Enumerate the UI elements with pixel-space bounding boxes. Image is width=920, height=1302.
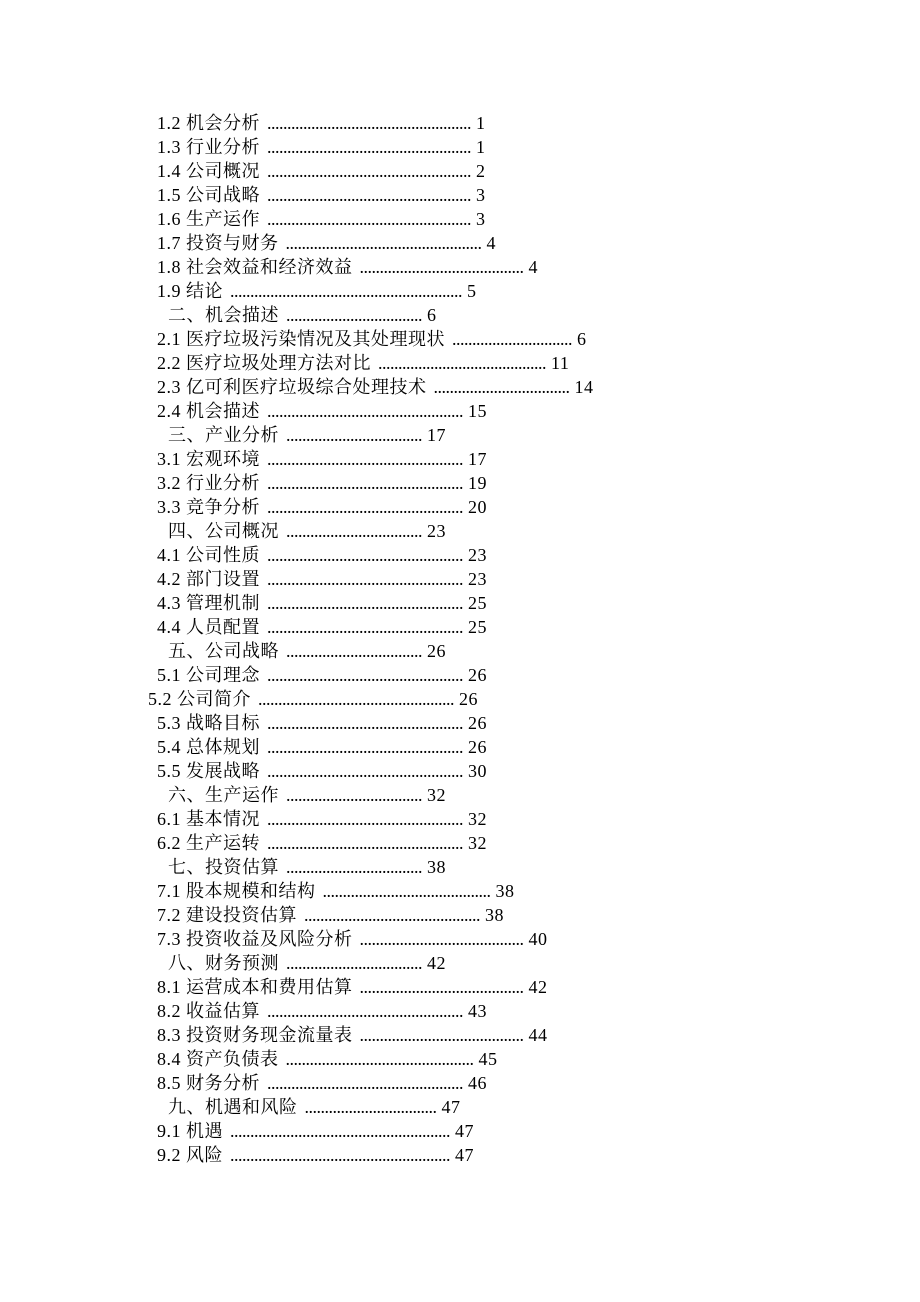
- toc-page-number: 1: [476, 113, 486, 133]
- toc-entry[interactable]: [157, 783, 880, 807]
- toc-page-number: 42: [427, 953, 446, 973]
- toc-entry[interactable]: [157, 375, 880, 399]
- toc-page-number: 23: [468, 545, 487, 565]
- toc-entry[interactable]: [157, 351, 880, 375]
- toc-entry[interactable]: [157, 855, 880, 879]
- toc-entry[interactable]: [157, 831, 880, 855]
- toc-leader-dots: .................................................: [267, 761, 463, 781]
- toc-entry-title: 7.2 建设投资估算: [157, 905, 297, 925]
- toc-page-number: 4: [528, 257, 538, 277]
- toc-entry[interactable]: [157, 639, 880, 663]
- toc-page-number: 15: [468, 401, 487, 421]
- toc-entry-title: 4.1 公司性质: [157, 545, 260, 565]
- toc-entry-title: 1.2 机会分析: [157, 113, 260, 133]
- toc-page-number: 25: [468, 593, 487, 613]
- toc-leader-dots: ..............................: [452, 329, 572, 349]
- toc-entry[interactable]: [157, 1071, 880, 1095]
- toc-page-number: 38: [485, 905, 504, 925]
- toc-entry-title: 八、财务预测: [168, 953, 279, 973]
- toc-entry[interactable]: [157, 663, 880, 687]
- toc-entry[interactable]: [157, 111, 880, 135]
- toc-page-number: 23: [468, 569, 487, 589]
- toc-entry-title: 4.2 部门设置: [157, 569, 260, 589]
- toc-entry[interactable]: [157, 1095, 880, 1119]
- toc-entry[interactable]: [157, 591, 880, 615]
- toc-entry-title: 7.3 投资收益及风险分析: [157, 929, 353, 949]
- toc-page-number: 5: [467, 281, 477, 301]
- toc-entry[interactable]: [157, 1119, 880, 1143]
- toc-entry-title: 8.5 财务分析: [157, 1073, 260, 1093]
- toc-leader-dots: .................................................: [267, 473, 463, 493]
- toc-leader-dots: .................................................: [267, 497, 463, 517]
- toc-leader-dots: ...................................................: [267, 137, 471, 157]
- toc-page-number: 26: [459, 689, 478, 709]
- toc-leader-dots: .................................: [304, 1097, 437, 1117]
- toc-entry-title: 三、产业分析: [168, 425, 279, 445]
- toc-page-number: 17: [468, 449, 487, 469]
- toc-leader-dots: .......................................................: [230, 1121, 450, 1141]
- toc-page-number: 26: [468, 665, 487, 685]
- toc-leader-dots: .................................................: [267, 833, 463, 853]
- toc-entry-title: 七、投资估算: [168, 857, 279, 877]
- toc-entry-title: 九、机遇和风险: [168, 1097, 298, 1117]
- toc-entry[interactable]: [157, 903, 880, 927]
- toc-entry[interactable]: [157, 951, 880, 975]
- toc-page-number: 47: [455, 1145, 474, 1165]
- toc-entry-title: 六、生产运作: [168, 785, 279, 805]
- toc-leader-dots: ...................................................: [267, 161, 471, 181]
- toc-entry-title: 8.1 运营成本和费用估算: [157, 977, 353, 997]
- toc-entry[interactable]: [157, 543, 880, 567]
- toc-entry-title: 7.1 股本规模和结构: [157, 881, 316, 901]
- toc-entry-title: 5.5 发展战略: [157, 761, 260, 781]
- toc-entry[interactable]: [157, 759, 880, 783]
- toc-entry[interactable]: [157, 327, 880, 351]
- toc-entry-title: 1.4 公司概况: [157, 161, 260, 181]
- toc-leader-dots: .......................................................: [230, 1145, 450, 1165]
- toc-entry-title: 1.5 公司战略: [157, 185, 260, 205]
- toc-page-number: 11: [551, 353, 570, 373]
- toc-leader-dots: ..........................................................: [230, 281, 462, 301]
- toc-entry[interactable]: [157, 183, 880, 207]
- toc-leader-dots: ..........................................: [322, 881, 491, 901]
- toc-entry[interactable]: [157, 231, 880, 255]
- toc-leader-dots: ..................................: [286, 785, 422, 805]
- toc-entry-title: 5.3 战略目标: [157, 713, 260, 733]
- toc-entry[interactable]: [157, 159, 880, 183]
- toc-leader-dots: ..................................: [433, 377, 570, 397]
- toc-entry-title: 4.3 管理机制: [157, 593, 260, 613]
- toc-page-number: 38: [427, 857, 446, 877]
- toc-entry-title: 1.6 生产运作: [157, 209, 260, 229]
- toc-page-number: 25: [468, 617, 487, 637]
- toc-page-number: 14: [574, 377, 594, 397]
- toc-page-number: 26: [468, 713, 487, 733]
- toc-leader-dots: ...............................................: [285, 1049, 474, 1069]
- toc-page-number: 38: [495, 881, 515, 901]
- toc-page-number: 1: [476, 137, 486, 157]
- toc-entry[interactable]: [157, 927, 880, 951]
- toc-page-number: 43: [468, 1001, 487, 1021]
- toc-entry[interactable]: [157, 471, 880, 495]
- toc-page-number: 44: [528, 1025, 548, 1045]
- toc-page-number: 6: [427, 305, 437, 325]
- toc-entry-title: 3.2 行业分析: [157, 473, 260, 493]
- toc-entry-title: 四、公司概况: [168, 521, 279, 541]
- toc-leader-dots: ............................................: [304, 905, 480, 925]
- toc-leader-dots: ..........................................: [378, 353, 546, 373]
- toc-page-number: 47: [441, 1097, 461, 1117]
- toc-entry-title: 1.7 投资与财务: [157, 233, 279, 253]
- toc-leader-dots: ..................................: [286, 953, 422, 973]
- toc-entry[interactable]: [157, 879, 880, 903]
- toc-entry-title: 二、机会描述: [168, 305, 279, 325]
- toc-page-number: 45: [478, 1049, 498, 1069]
- toc-leader-dots: .................................................: [267, 665, 463, 685]
- toc-entry[interactable]: [157, 1143, 880, 1167]
- toc-leader-dots: ...................................................: [267, 209, 471, 229]
- toc-leader-dots: .................................................: [267, 1073, 463, 1093]
- toc-entry[interactable]: [157, 399, 880, 423]
- toc-leader-dots: ..................................: [286, 305, 422, 325]
- toc-entry-title: 1.9 结论: [157, 281, 223, 301]
- toc-page-number: 32: [427, 785, 446, 805]
- toc-leader-dots: .................................................: [267, 569, 463, 589]
- toc-entry[interactable]: [157, 255, 880, 279]
- toc-leader-dots: ..................................: [286, 425, 422, 445]
- toc-leader-dots: .................................................: [267, 617, 463, 637]
- toc-leader-dots: .........................................: [359, 929, 524, 949]
- toc-entry-title: 9.1 机遇: [157, 1121, 223, 1141]
- toc-page-number: 3: [476, 185, 486, 205]
- toc-entry[interactable]: [157, 135, 880, 159]
- toc-page-number: 42: [528, 977, 548, 997]
- toc-entry-title: 6.1 基本情况: [157, 809, 260, 829]
- toc-leader-dots: .........................................: [359, 977, 524, 997]
- toc-entry-title: 8.2 收益估算: [157, 1001, 260, 1021]
- toc-entry[interactable]: [157, 303, 880, 327]
- toc-entry-title: 9.2 风险: [157, 1145, 223, 1165]
- toc-leader-dots: .................................................: [267, 809, 463, 829]
- toc-leader-dots: .................................................: [267, 737, 463, 757]
- toc-page-number: 32: [468, 809, 487, 829]
- toc-entry[interactable]: [157, 975, 880, 999]
- toc-entry-title: 6.2 生产运转: [157, 833, 260, 853]
- toc-page-number: 6: [577, 329, 587, 349]
- toc-entry-title: 2.1 医疗垃圾污染情况及其处理现状: [157, 329, 445, 349]
- toc-entry[interactable]: [157, 807, 880, 831]
- toc-entry[interactable]: [157, 279, 880, 303]
- toc-leader-dots: ..................................: [286, 857, 422, 877]
- toc-entry[interactable]: [157, 615, 880, 639]
- toc-entry[interactable]: [157, 1047, 880, 1071]
- toc-entry[interactable]: [157, 495, 880, 519]
- toc-page-number: 19: [468, 473, 487, 493]
- toc-leader-dots: .........................................: [359, 1025, 524, 1045]
- toc-page-number: 46: [468, 1073, 487, 1093]
- toc-leader-dots: ..................................: [286, 521, 422, 541]
- toc-leader-dots: ..................................: [286, 641, 422, 661]
- toc-entry-title: 8.4 资产负债表: [157, 1049, 279, 1069]
- toc-leader-dots: .................................................: [267, 593, 463, 613]
- toc-entry[interactable]: [157, 447, 880, 471]
- toc-entry-title: 3.1 宏观环境: [157, 449, 260, 469]
- toc-page-number: 26: [468, 737, 487, 757]
- toc-entry-title: 2.2 医疗垃圾处理方法对比: [157, 353, 371, 373]
- toc-page-number: 20: [468, 497, 487, 517]
- toc-entry-title: 五、公司战略: [168, 641, 279, 661]
- toc-leader-dots: .........................................: [359, 257, 524, 277]
- toc-page-number: 30: [468, 761, 487, 781]
- toc-page-number: 40: [528, 929, 548, 949]
- toc-entry[interactable]: [157, 1023, 880, 1047]
- toc-page-number: 2: [476, 161, 486, 181]
- toc-entry[interactable]: [157, 735, 880, 759]
- toc-entry[interactable]: [157, 423, 880, 447]
- toc-entry[interactable]: [157, 711, 880, 735]
- toc-page-number: 3: [476, 209, 486, 229]
- toc-leader-dots: .................................................: [285, 233, 482, 253]
- toc-entry-title: 3.3 竞争分析: [157, 497, 260, 517]
- toc-leader-dots: .................................................: [267, 401, 463, 421]
- toc-entry-title: 8.3 投资财务现金流量表: [157, 1025, 353, 1045]
- toc-page-number: 4: [486, 233, 496, 253]
- toc-entry[interactable]: [157, 207, 880, 231]
- toc-page-number: 32: [468, 833, 487, 853]
- toc-page-number: 26: [427, 641, 446, 661]
- toc-entry[interactable]: [157, 567, 880, 591]
- toc-leader-dots: .................................................: [267, 713, 463, 733]
- toc-entry-title: 5.4 总体规划: [157, 737, 260, 757]
- toc-page-number: 47: [455, 1121, 474, 1141]
- toc-page-number: 17: [427, 425, 446, 445]
- toc-entry-title: 1.8 社会效益和经济效益: [157, 257, 353, 277]
- toc-entry-title: 5.2 公司简介: [148, 689, 251, 709]
- toc-entry-title: 4.4 人员配置: [157, 617, 260, 637]
- toc-leader-dots: ...................................................: [267, 113, 471, 133]
- toc-page-number: 23: [427, 521, 446, 541]
- toc-entry[interactable]: [157, 519, 880, 543]
- toc-leader-dots: .................................................: [258, 689, 454, 709]
- toc-entry[interactable]: [157, 999, 880, 1023]
- toc-leader-dots: .................................................: [267, 449, 463, 469]
- toc-leader-dots: ...................................................: [267, 185, 471, 205]
- toc-entry[interactable]: [148, 687, 880, 711]
- toc-entry-title: 2.3 亿可利医疗垃圾综合处理技术: [157, 377, 427, 397]
- toc-entry-title: 1.3 行业分析: [157, 137, 260, 157]
- toc-entry-title: 5.1 公司理念: [157, 665, 260, 685]
- toc-leader-dots: .................................................: [267, 545, 463, 565]
- toc-entry-title: 2.4 机会描述: [157, 401, 260, 421]
- toc-leader-dots: .................................................: [267, 1001, 463, 1021]
